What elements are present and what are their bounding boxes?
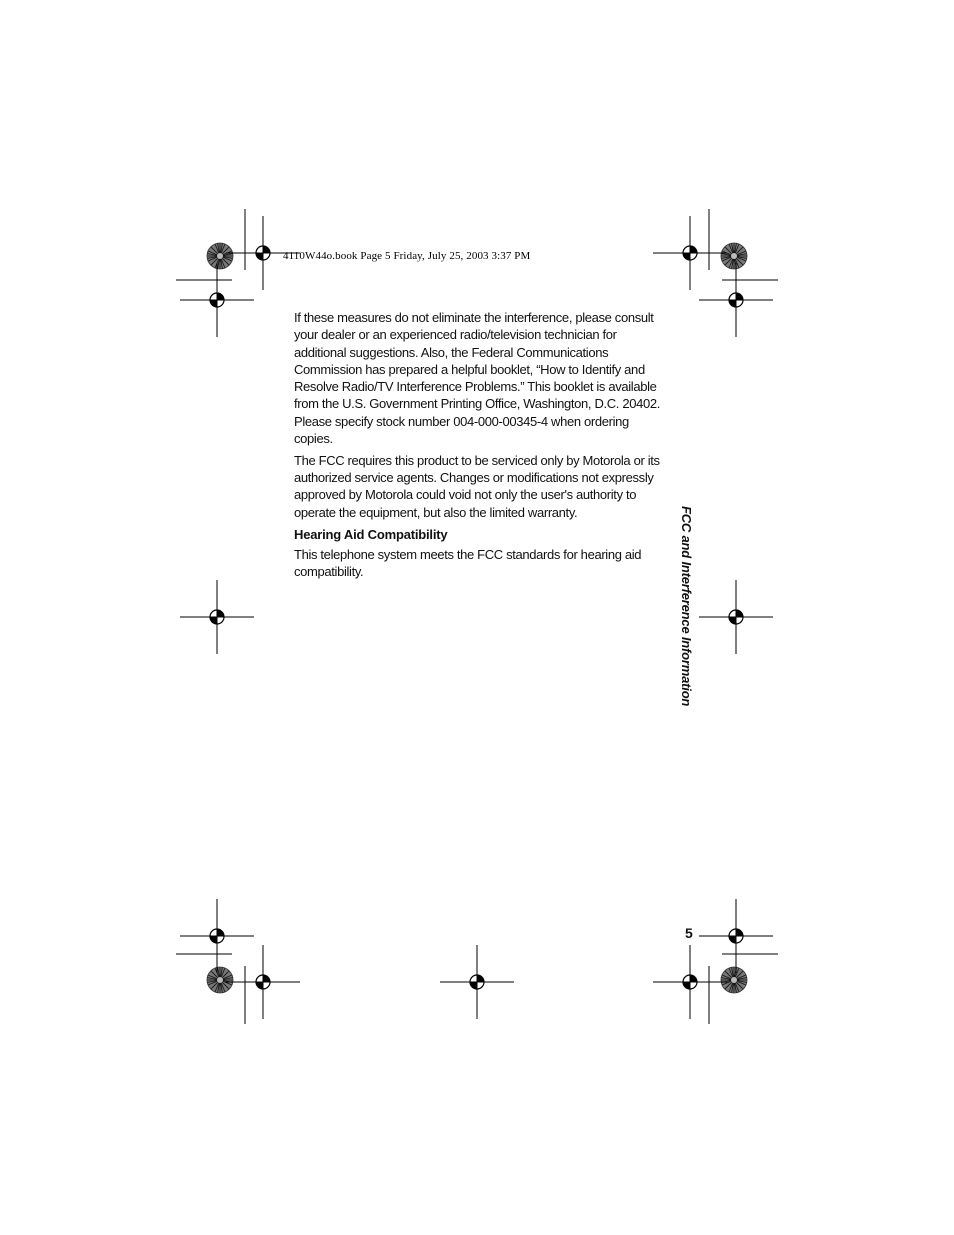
registration-crosshair-icon [699,263,773,337]
starburst-target-icon [721,243,747,269]
paragraph-interference: If these measures do not eliminate the interference, please consult your dealer or an experienced radio/television technician for additional suggestions. Also, the Federal Communications Commission has prepared a helpful booklet, “How to Identify and Resolve Radio/TV Interference Problems.” This booklet is available from the U.S. Government Printing Office, Washington, D.C. 20402. Please specify stock number 004-000-00345-4 when ordering copies. [294,310,660,447]
section-heading: Hearing Aid Compatibility [294,526,448,542]
registration-crosshair-icon [180,580,254,654]
starburst-target-icon [721,967,747,993]
page-number: 5 [685,925,693,941]
print-slug: 4110W44o.book Page 5 Friday, July 25, 2003 3:37 PM [283,250,531,262]
starburst-target-icon [207,243,233,269]
registration-crosshair-icon [699,899,773,973]
registration-crosshair-icon [226,945,300,1019]
registration-crosshair-icon [699,580,773,654]
paragraph-hearing-aid: This telephone system meets the FCC standards for hearing aid compatibility. [294,546,642,579]
registration-crosshair-icon [440,945,514,1019]
registration-crosshair-icon [180,899,254,973]
registration-crosshair-icon [653,216,727,290]
registration-crosshair-icon [180,263,254,337]
chapter-side-tab: FCC and Interference Information [679,506,694,707]
starburst-target-icon [207,967,233,993]
main-content [294,309,662,585]
registration-crosshair-icon [653,945,727,1019]
paragraph-service: The FCC requires this product to be serviced only by Motorola or its authorized service agents. Changes or modifications not expressly approved by Motorola could void not only the user's authority to operate the equipment, but also the limited warranty. [294,452,660,520]
